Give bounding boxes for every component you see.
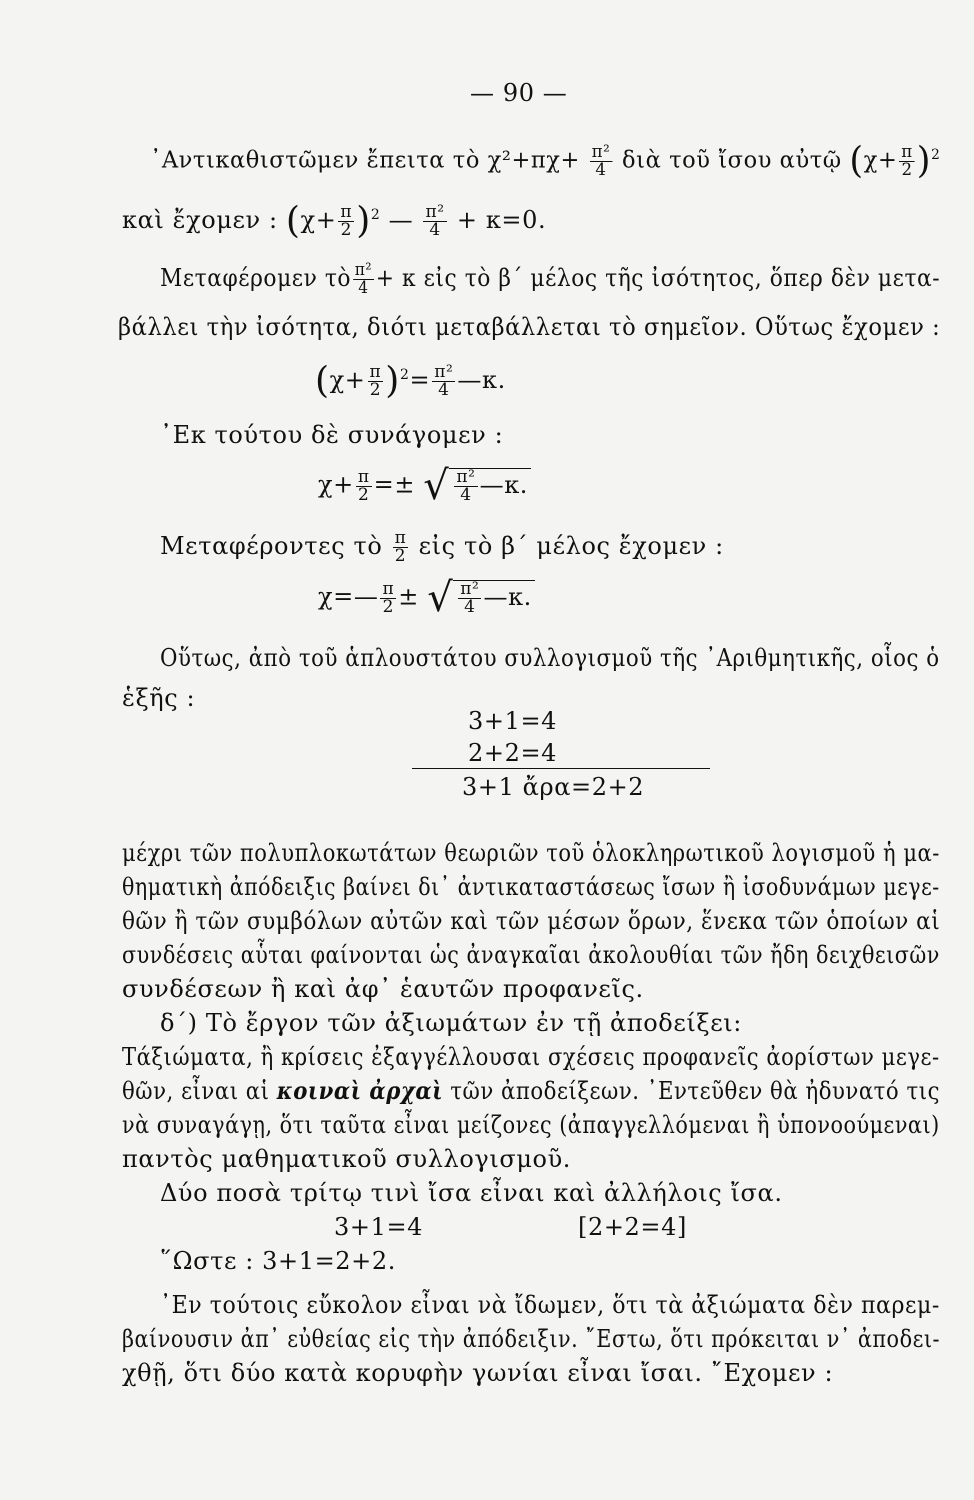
para1-line1: Μεταφέρομεν τὸ $\frac{\text{π²}}{4}$ + κ εἰς τὸ β΄ μέλος τῆς ἰσότητος, ὅπερ δὲν μετα- (160, 260, 941, 298)
hoste-line: ῞Ωστε : 3+1=2+2. (160, 1247, 396, 1275)
para2-line2: ἑξῆς : (122, 684, 196, 712)
line2-fraction-1: $\frac{\pi}{2}$ (340, 202, 353, 240)
para1-line2: βάλλει τὴν ἰσότητα, διότι μεταβάλλεται τὸ σημεῖον. Οὕτως ἔχομεν : (118, 313, 941, 341)
eq1-fraction: $\frac{\text{π²}}{4}$ (591, 142, 611, 181)
para3-line-3: θῶν ἢ τῶν συμβόλων αὐτῶν καὶ τῶν μέσων ὅρων, ἕνεκα τῶν ὁποίων αἱ (122, 907, 941, 935)
line2-fraction-2: $\frac{\text{π²}}{4}$ (425, 202, 445, 240)
para5-line-2: βαίνουσιν ἀπ᾿ εὐθείας εἰς τὴν ἀπόδειξιν. ῎Εστω, ὅτι πρόκειται ν᾿ ἀποδει- (122, 1325, 941, 1353)
equation-line-2: καὶ ἔχομεν : (χ+ $\frac{\pi}{2}$ )$^2$ — $\frac{\text{π²}}{4}$ + κ=0. (122, 200, 547, 242)
eq4-fraction: $\frac{\pi}{2}$ (357, 466, 370, 505)
eq3-fraction-2: $\frac{\text{π²}}{4}$ (434, 362, 454, 400)
syllogism-line-2: 2+2=4 (468, 739, 558, 767)
syllogism-rule (412, 768, 710, 769)
meta-fraction: $\frac{\pi}{2}$ (394, 528, 407, 566)
para3-line-5: συνδέσεων ἢ καὶ ἀφ᾿ ἑαυτῶν προφανεῖς. (122, 975, 644, 1003)
eq4-sqrt: √ $\frac{\text{π²}}{4}$ —κ. (423, 468, 531, 504)
syllogism-line-3: 3+1 ἄρα=2+2 (462, 773, 645, 801)
para4-heading: δ΄) Τὸ ἔργον τῶν ἀξιωμάτων ἐν τῇ ἀποδείξει: (160, 1009, 742, 1037)
para2-line1: Οὕτως, ἀπὸ τοῦ ἁπλουστάτου συλλογισμοῦ τῆς ᾿Αριθμητικῆς, οἷος ὁ (160, 644, 940, 672)
line-metapherontes: Μεταφέροντες τὸ $\frac{\pi}{2}$ εἰς τὸ β΄ μέλος ἔχομεν : (160, 528, 724, 566)
equation-line-1: ᾿Αντικαθιστῶμεν ἔπειτα τὸ χ²+πχ+ $\frac{\text{π²}}{4}$ διὰ τοῦ ἴσου αὐτῷ (χ+ $\frac{\pi}{2}$ )$^2$ (150, 140, 941, 182)
eq5-sqrt: √ $\frac{\text{π²}}{4}$ —κ. (427, 580, 535, 616)
page-number: — 90 — (470, 79, 568, 107)
para4-line-3: θῶν, εἶναι αἱ κοιναὶ ἀρχαὶ τῶν ἀποδείξεων. ᾿Εντεῦθεν θὰ ἠδυνατό τις (122, 1076, 940, 1105)
line2-lead: καὶ ἔχομεν : (122, 206, 278, 234)
line-ek-toutou: ᾿Εκ τούτου δὲ συνάγομεν : (160, 421, 504, 449)
axiom-statement: Δύο ποσὰ τρίτῳ τινὶ ἴσα εἶναι καὶ ἀλλήλοις ἴσα. (160, 1179, 783, 1207)
equation-4: χ+ $\frac{\pi}{2}$ =± √ $\frac{\text{π²}}{4}$ —κ. (318, 468, 531, 504)
eq3-fraction-1: $\frac{\pi}{2}$ (369, 362, 382, 400)
eq1-exponent: 2 (931, 147, 941, 163)
axiom-example-right: [2+2=4] (578, 1213, 687, 1241)
eq1-paren-fraction: $\frac{\pi}{2}$ (901, 142, 913, 181)
para4-line-4: νὰ συναγάγῃ, ὅτι ταῦτα εἶναι μείζονες (ἀπαγγελλόμεναι ἢ ὑπονοούμεναι) (122, 1111, 940, 1139)
para3-line-2: θηματικὴ ἀπόδειξις βαίνει δι᾿ ἀντικαταστάσεως ἴσων ἢ ἰσοδυνάμων μεγε- (122, 873, 940, 901)
para3-line-1: μέχρι τῶν πολυπλοκωτάτων θεωριῶν τοῦ ὁλοκληρωτικοῦ λογισμοῦ ἡ μα- (122, 839, 940, 867)
syllogism-line-1: 3+1=4 (468, 707, 558, 735)
para5-line-3: χθῇ, ὅτι δύο κατὰ κορυφὴν γωνίαι εἶναι ἴσαι. ῎Εχομεν : (122, 1359, 834, 1387)
eq1-mid: διὰ τοῦ ἴσου αὐτῷ (622, 147, 842, 174)
koinai-archai: κοιναὶ ἀρχαὶ (276, 1076, 444, 1105)
eq1-lead: ᾿Αντικαθιστῶμεν ἔπειτα τὸ χ²+πχ+ (150, 147, 580, 174)
axiom-example-left: 3+1=4 (334, 1213, 424, 1241)
eq5-fraction: $\frac{\pi}{2}$ (382, 578, 395, 617)
equation-3: (χ+ $\frac{\pi}{2}$ )$^2$= $\frac{\text{π²}}{4}$ —κ. (315, 360, 506, 402)
para4-line-2: Τάξιώματα, ἢ κρίσεις ἐξαγγέλλουσαι σχέσεις προφανεῖς ἀορίστων μεγε- (122, 1043, 940, 1071)
equation-5: χ=— $\frac{\pi}{2}$ ± √ $\frac{\text{π²}}{4}$ —κ. (318, 580, 535, 616)
eq1-paren-inner: χ+ (863, 147, 898, 174)
para3-line-4: συνδέσεις αὗται φαίνονται ὡς ἀναγκαῖαι ἀκολουθίαι τῶν ἤδη δειχθεισῶν (122, 941, 940, 969)
para4-line-5: παντὸς μαθηματικοῦ συλλογισμοῦ. (122, 1145, 572, 1173)
para5-line-1: ᾿Εν τούτοις εὔκολον εἶναι νὰ ἴδωμεν, ὅτι τὰ ἀξιώματα δὲν παρεμ- (160, 1291, 940, 1319)
para1-fraction: $\frac{\text{π²}}{4}$ (354, 260, 373, 298)
